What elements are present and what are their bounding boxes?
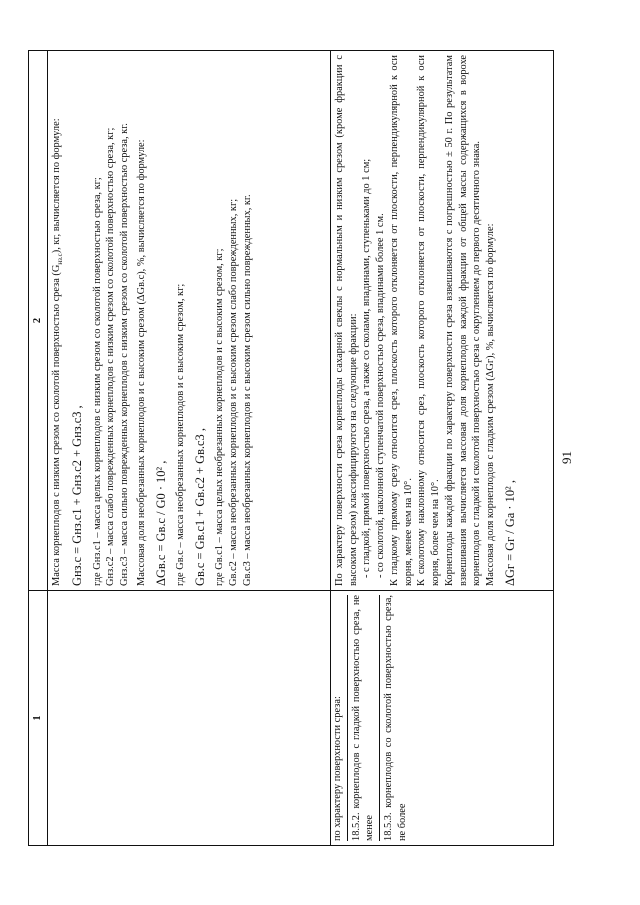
header-col-1: 1: [29, 591, 48, 846]
definition-1: где Gнз.с1 – масса целых корнеплодов с низким срезом со сколотой поверхностью среза, кг;: [91, 177, 103, 586]
formula-smooth-share: ΔGг = Gг / Gа · 10² ,: [502, 480, 517, 586]
page-number: 91: [559, 451, 574, 464]
formula-mass-high-cut: Gв.с = Gв.с1 + Gв.с2 + Gв.с3 ,: [192, 428, 207, 586]
fraction-smooth: - с гладкой, прямой поверхностью среза, а также со сколами, впадинами, ступеньками до 1 см;: [361, 158, 373, 578]
criterion-title: по характеру поверхности среза:: [331, 595, 348, 841]
classification-intro: По характеру поверхности среза корнеплоды сахарной свеклы с нормальным и низким срезом (кроме фракции с высоким срезом) классифицируются на следующие фракции:: [334, 55, 359, 586]
table-row: [331, 51, 554, 846]
smooth-cut-definition: К гладкому прямому срезу относится срез, плоскость которого отклоняется от плоскости, перпендикулярной к оси корня, менее чем на 10°.: [388, 55, 414, 586]
definition-3: Gнз.с3 – масса сильно поврежденных корнеплодов с низким срезом со сколотой поверхностью среза, кг.: [119, 123, 131, 586]
row2-col1: [331, 591, 554, 846]
row1-col1-empty: [48, 591, 331, 846]
table-row: [48, 51, 331, 846]
smooth-share-intro: Массовая доля корнеплодов с гладким срезом (ΔGг), %, вычисляется по формуле:: [485, 223, 497, 586]
definition-6: Gв.с2 – масса необрезанных корнеплодов и с высоким срезом слабо поврежденных, кг;: [227, 198, 239, 586]
requirements-table: [28, 50, 554, 846]
weighing-procedure: Корнеплоды каждой фракции по характеру поверхности среза взвешиваются с погрешностью ± 50 г. По результатам взвешивания вычисляется массовая доля корнеплодов каждой фракции от общей массы содержащихся в ворохе корнеплодов с гладкой и сколотой поверхностью среза с округлением до первого десятичного знака.: [443, 55, 483, 586]
formula-mass-low-cut: Gнз.с = Gнз.с1 + Gнз.с2 + Gнз.с3 ,: [70, 405, 85, 586]
fraction-chipped: - со сколотой, наклонной ступенчатой поверхностью среза, впадинами более 1 см.: [375, 213, 387, 578]
rotated-page-content: [1, 32, 601, 874]
definition-7: Gв.с3 – масса необрезанных корнеплодов и с высоким срезом сильно поврежденных, кг.: [241, 194, 253, 586]
row2-col2: [331, 51, 554, 591]
definition-2: Gнз.с2 – масса слабо поврежденных корнеплодов с низким срезом со сколотой поверхностью среза, кг;: [105, 127, 117, 586]
share-intro: Массовая доля необрезанных корнеплодов и с высоким срезом (ΔGв.с), %, вычисляется по формуле:: [135, 139, 147, 586]
criterion-chipped-cut: 18.5.3. корнеплодов со сколотой поверхностью среза, не более: [383, 595, 408, 841]
table-header-row: [29, 51, 48, 846]
header-col-2: 2: [29, 51, 48, 591]
chipped-cut-definition: К сколотому наклонному относится срез, плоскость которого отклоняется от плоскости, перпендикулярной к оси корня, более чем на 10°.: [416, 55, 442, 586]
definition-4: где Gв.с – масса необрезанных корнеплодов и с высоким срезом, кг;: [175, 283, 186, 586]
mass-intro: Масса корнеплодов с низким срезом со сколотой поверхностью среза $(G_{нз.с})$, кг, вычисляется по формуле:: [51, 118, 65, 586]
definition-5: где Gв.с1 – масса целых необрезанных корнеплодов и с высоким срезом, кг;: [214, 248, 226, 586]
criterion-smooth-cut: 18.5.2. корнеплодов с гладкой поверхностью среза, не менее: [348, 595, 380, 841]
formula-share-high-cut: ΔGв.с = Gв.с / G0 · 10² ,: [153, 460, 168, 586]
row1-col2: [48, 51, 331, 591]
